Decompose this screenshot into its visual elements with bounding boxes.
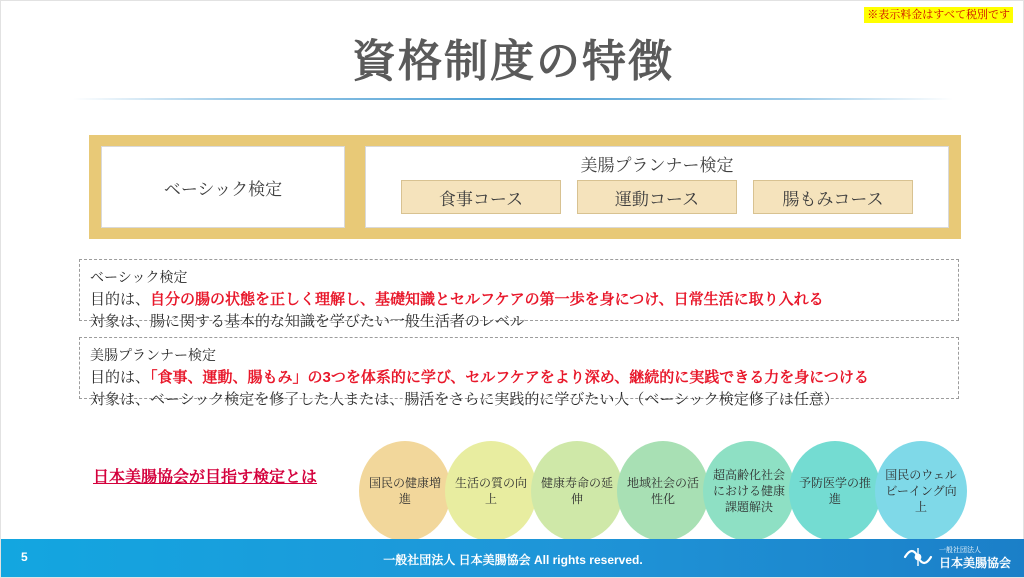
goal-label: 日本美腸協会が目指す検定とは	[93, 469, 318, 486]
goal-bubble: 生活の質の向上	[445, 441, 537, 541]
association-logo-icon	[903, 544, 933, 570]
planner-exam-title: 美腸プランナー検定	[580, 156, 734, 175]
description-planner-purpose-prefix: 目的は、	[90, 369, 151, 386]
description-basic-target: 対象は、腸に関する基本的な知識を学びたい一般生活者のレベル	[90, 313, 526, 330]
page-number: 5	[21, 550, 28, 564]
description-planner-target: 対象は、ベーシック検定を修了した人または、腸活をさらに実践的に学びたい人（ベーシック検定修了は任意）	[90, 391, 839, 408]
goal-bubble: 国民のウェルビーイング向上	[875, 441, 967, 541]
course-chip-row	[378, 180, 936, 214]
description-planner-heading: 美腸プランナー検定	[90, 347, 216, 363]
association-logo-sub: 一般社団法人	[938, 547, 981, 554]
description-basic-purpose-prefix: 目的は、	[90, 291, 151, 308]
description-planner	[79, 337, 959, 408]
goal-bubble-row	[359, 441, 973, 541]
basic-exam-label: ベーシック検定	[163, 179, 283, 199]
footer-copyright: 一般社団法人 日本美腸協会 All rights reserved.	[383, 553, 643, 567]
association-logo	[903, 544, 1011, 570]
title-divider	[73, 98, 953, 100]
description-basic-purpose	[90, 289, 948, 311]
goal-bubble: 超高齢化社会における健康課題解決	[703, 441, 795, 541]
exam-structure-band	[89, 135, 961, 239]
slide-footer	[1, 539, 1024, 577]
description-planner-purpose	[90, 367, 948, 389]
course-chip-exercise: 運動コース	[577, 180, 737, 214]
goal-bubble: 健康寿命の延伸	[531, 441, 623, 541]
description-basic-heading: ベーシック検定	[90, 269, 188, 285]
description-basic	[79, 259, 959, 330]
page-title: 資格制度の特徴	[352, 37, 674, 86]
description-planner-purpose-emphasis: 「食事、運動、腸もみ」の3つを体系的に学び、セルフケアをより深め、継続的に実践できる力を身につける	[150, 369, 869, 386]
basic-exam-box	[101, 146, 345, 228]
planner-exam-box	[365, 146, 949, 228]
goal-bubble: 予防医学の推進	[789, 441, 881, 541]
description-basic-purpose-emphasis: 自分の腸の状態を正しく理解し、基礎知識とセルフケアの第一歩を身につけ、日常生活に取り入れる	[150, 291, 824, 308]
association-logo-main: 日本美腸協会	[938, 556, 1011, 570]
goal-bubble: 国民の健康増進	[359, 441, 451, 541]
course-chip-massage: 腸もみコース	[753, 180, 913, 214]
course-chip-meal: 食事コース	[401, 180, 561, 214]
association-logo-text	[939, 545, 1011, 569]
goal-bubble: 地域社会の活性化	[617, 441, 709, 541]
tax-note: ※表示料金はすべて税別です	[864, 7, 1013, 23]
